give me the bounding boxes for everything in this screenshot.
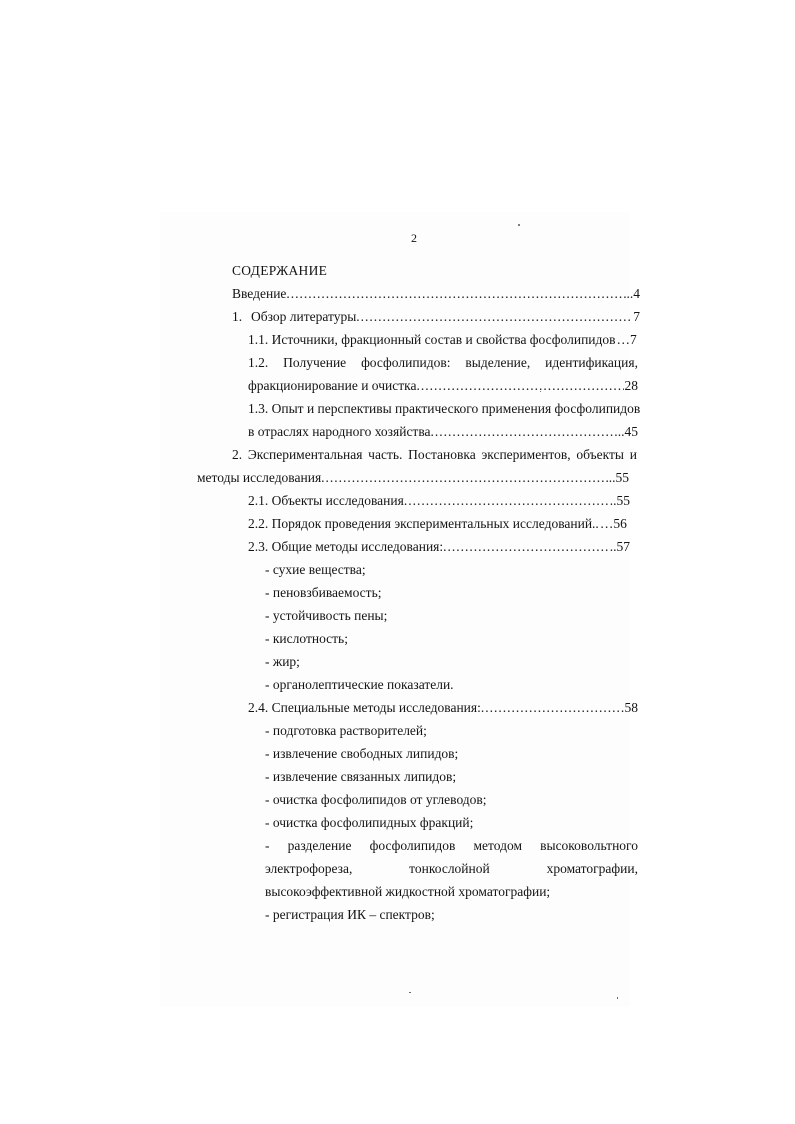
toc-entry-section-1-1[interactable] xyxy=(248,331,638,349)
toc-entry-page: ..57 xyxy=(609,539,630,554)
word: и xyxy=(629,447,637,462)
toc-entry-page: 28 xyxy=(624,378,638,393)
list-item: - органолептические показатели. xyxy=(265,677,454,692)
toc-heading: СОДЕРЖАНИЕ xyxy=(232,263,328,278)
list-item: - извлечение свободных липидов; xyxy=(265,746,459,761)
scan-speck xyxy=(409,992,411,993)
list-item-long-line3: высокоэффективной жидкостной хроматографии; xyxy=(265,884,551,899)
list-item: - регистрация ИК – спектров; xyxy=(265,907,435,922)
toc-entry-title: 1.1. Источники, фракционный состав и свойства фосфолипидов xyxy=(248,332,616,347)
toc-leader-dots xyxy=(416,377,623,395)
list-item-long-line2 xyxy=(265,860,638,878)
toc-entry-page: ..4 xyxy=(626,286,640,301)
list-item: - подготовка растворителей; xyxy=(265,723,427,738)
toc-entry-page: 58 xyxy=(624,700,638,715)
toc-entry-section-2-line2[interactable] xyxy=(197,469,629,487)
toc-entry-section-1-3-line2[interactable] xyxy=(248,423,638,441)
word: фосфолипидов xyxy=(369,838,456,853)
list-item: - сухие вещества; xyxy=(265,562,366,577)
toc-entry-title: Введение xyxy=(232,286,287,301)
scan-speck xyxy=(540,391,541,392)
toc-entry-section-2-line1[interactable] xyxy=(232,446,637,464)
toc-leader-dots xyxy=(404,492,609,510)
word: хроматографии, xyxy=(546,861,638,876)
toc-leader-dots xyxy=(481,699,624,717)
toc-entry-title: в отраслях народного хозяйства xyxy=(248,424,431,439)
toc-entry-number: 1. xyxy=(232,309,243,324)
list-item: - очистка фосфолипидов от углеводов; xyxy=(265,792,487,807)
page-number: 2 xyxy=(411,231,417,245)
toc-entry-page: …56 xyxy=(599,516,627,531)
toc-entry-section-2-1[interactable] xyxy=(248,492,630,510)
toc-entry-page: ..55 xyxy=(609,493,630,508)
toc-entry-title: методы исследования xyxy=(197,470,322,485)
list-item: - извлечение связанных липидов; xyxy=(265,769,457,784)
toc-entry-page: ..55 xyxy=(608,470,629,485)
list-item: - устойчивость пены; xyxy=(265,608,388,623)
list-item: - кислотность; xyxy=(265,631,348,646)
toc-leader-dots xyxy=(321,469,608,487)
toc-entry-title: 2.2. Порядок проведения экспериментальных исследований.. xyxy=(248,516,599,531)
toc-leader-dots xyxy=(356,308,632,326)
word: разделение xyxy=(287,838,352,853)
toc-leader-dots xyxy=(443,538,609,556)
toc-entry-section-1-2-line2[interactable] xyxy=(248,377,638,395)
toc-entry-section-1-3-line1[interactable]: 1.3. Опыт и перспективы практического применения фосфолипидов xyxy=(248,401,641,416)
toc-entry-title: 2.4. Специальные методы исследования: xyxy=(248,700,481,715)
word: Получение xyxy=(283,355,347,370)
toc-entry-page: ..45 xyxy=(617,424,638,439)
toc-entry-intro[interactable] xyxy=(232,285,640,303)
toc-entry-section-2-2[interactable] xyxy=(248,515,633,533)
toc-entry-page: 7 xyxy=(633,309,640,324)
word: 2. xyxy=(232,447,243,462)
toc-entry-title: 2.3. Общие методы исследования: xyxy=(248,539,444,554)
toc-entry-section-2-3[interactable] xyxy=(248,538,630,556)
word: 1.2. xyxy=(248,355,269,370)
word: тонкослойной xyxy=(409,861,490,876)
scan-speck xyxy=(518,224,520,226)
toc-entry-title: фракционирование и очистка xyxy=(248,378,417,393)
word: часть. xyxy=(368,447,403,462)
toc-entry-section-1[interactable] xyxy=(232,308,640,326)
word: электрофореза, xyxy=(265,861,353,876)
toc-entry-section-1-2-line1[interactable] xyxy=(248,354,638,372)
toc-leader-dots xyxy=(286,285,625,303)
list-item: - пеновзбиваемость; xyxy=(265,585,382,600)
toc-entry-page: …7 xyxy=(616,332,637,347)
list-item: - очистка фосфолипидных фракций; xyxy=(265,815,474,830)
toc-entry-title: Обзор литературы xyxy=(251,309,357,324)
word: высоковольтного xyxy=(540,838,638,853)
scan-speck xyxy=(617,997,618,999)
toc-leader-dots xyxy=(431,423,617,441)
word: идентификация, xyxy=(545,355,638,370)
toc-entry-title: 2.1. Объекты исследования xyxy=(248,493,404,508)
word: выделение, xyxy=(465,355,531,370)
list-item: - жир; xyxy=(265,654,300,669)
word: объекты xyxy=(576,447,624,462)
toc-entry-section-2-4[interactable] xyxy=(248,699,638,717)
word: Экспериментальная xyxy=(247,447,363,462)
word: фосфолипидов: xyxy=(361,355,451,370)
word: экспериментов, xyxy=(481,447,571,462)
word: Постановка xyxy=(408,447,476,462)
word: методом xyxy=(473,838,522,853)
list-item-long-line1 xyxy=(265,837,638,855)
word: - xyxy=(265,838,270,853)
